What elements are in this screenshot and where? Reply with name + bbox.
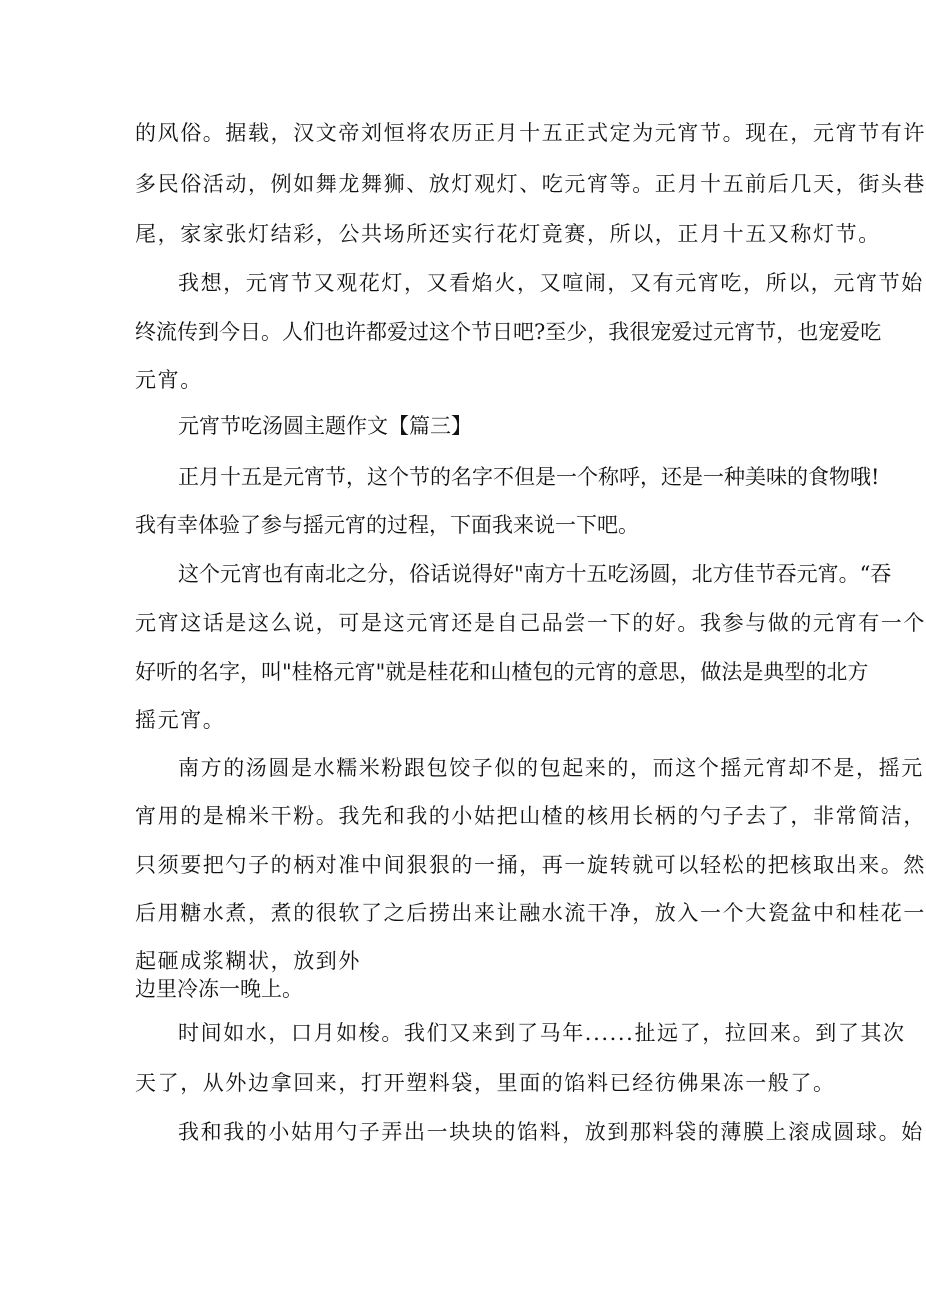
text-line: 元宵这话是这么说，可是这元宵还是自己品尝一下的好。我参与做的元宵有一个 bbox=[135, 611, 926, 635]
text-line: 尾，家家张灯结彩，公共场所还实行花灯竟赛，所以，正月十五又称灯节。 bbox=[135, 222, 881, 246]
paragraph-first-line: 时间如水，口月如梭。我们又来到了马年......扯远了，拉回来。到了其次 bbox=[178, 1021, 906, 1045]
paragraph-first-line: 我想，元宵节又观花灯，又看焰火，又喧闹，又有元宵吃，所以，元宵节始 bbox=[178, 271, 924, 295]
text-line: 多民俗活动，例如舞龙舞狮、放灯观灯、吃元宵等。正月十五前后几天，街头巷 bbox=[135, 172, 926, 196]
text-line: 起砸成浆糊状，放到外 bbox=[135, 949, 361, 973]
text-line: 摇元宵。 bbox=[135, 708, 226, 732]
text-line: 边里冷冻一晚上。 bbox=[135, 977, 303, 1001]
paragraph-first-line: 正月十五是元宵节，这个节的名字不但是一个称呼，还是一种美味的食物哦! bbox=[178, 465, 880, 489]
text-line: 元宵。 bbox=[135, 368, 203, 392]
text-line: 我有幸体验了参与摇元宵的过程，下面我来说一下吧。 bbox=[135, 513, 639, 537]
paragraph-first-line: 这个元宵也有南北之分，俗话说得好"南方十五吃汤圆，北方佳节吞元宵。“吞 bbox=[178, 562, 892, 586]
text-line: 天了，从外边拿回来，打开塑料袋，里面的馅料已经彷佛果冻一般了。 bbox=[135, 1071, 836, 1095]
text-line: 后用糖水煮，煮的很软了之后捞出来让融水流干净，放入一个大瓷盆中和桂花一 bbox=[135, 901, 926, 925]
text-line: 宵用的是棉米干粉。我先和我的小姑把山楂的核用长柄的勺子去了，非常简洁， bbox=[135, 804, 926, 828]
text-line: 终流传到今日。人们也许都爱过这个节日吧?至少，我很宠爱过元宵节，也宠爱吃 bbox=[135, 320, 882, 344]
section-heading: 元宵节吃汤圆主题作文【篇三】 bbox=[178, 414, 472, 438]
paragraph-first-line: 我和我的小姑用勺子弄出一块块的馅料，放到那料袋的薄膜上滚成圆球。始 bbox=[178, 1120, 924, 1144]
paragraph-first-line: 南方的汤圆是水糯米粉跟包饺子似的包起来的，而这个摇元宵却不是，摇元 bbox=[178, 756, 924, 780]
text-line: 的风俗。据载，汉文帝刘恒将农历正月十五正式定为元宵节。现在，元宵节有许 bbox=[135, 121, 926, 145]
text-line: 好听的名字，叫"桂格元宵"就是桂花和山楂包的元宵的意思，做法是典型的北方 bbox=[135, 660, 869, 684]
text-line: 只须要把勺子的柄对准中间狠狠的一捅，再一旋转就可以轻松的把核取出来。然 bbox=[135, 853, 926, 877]
